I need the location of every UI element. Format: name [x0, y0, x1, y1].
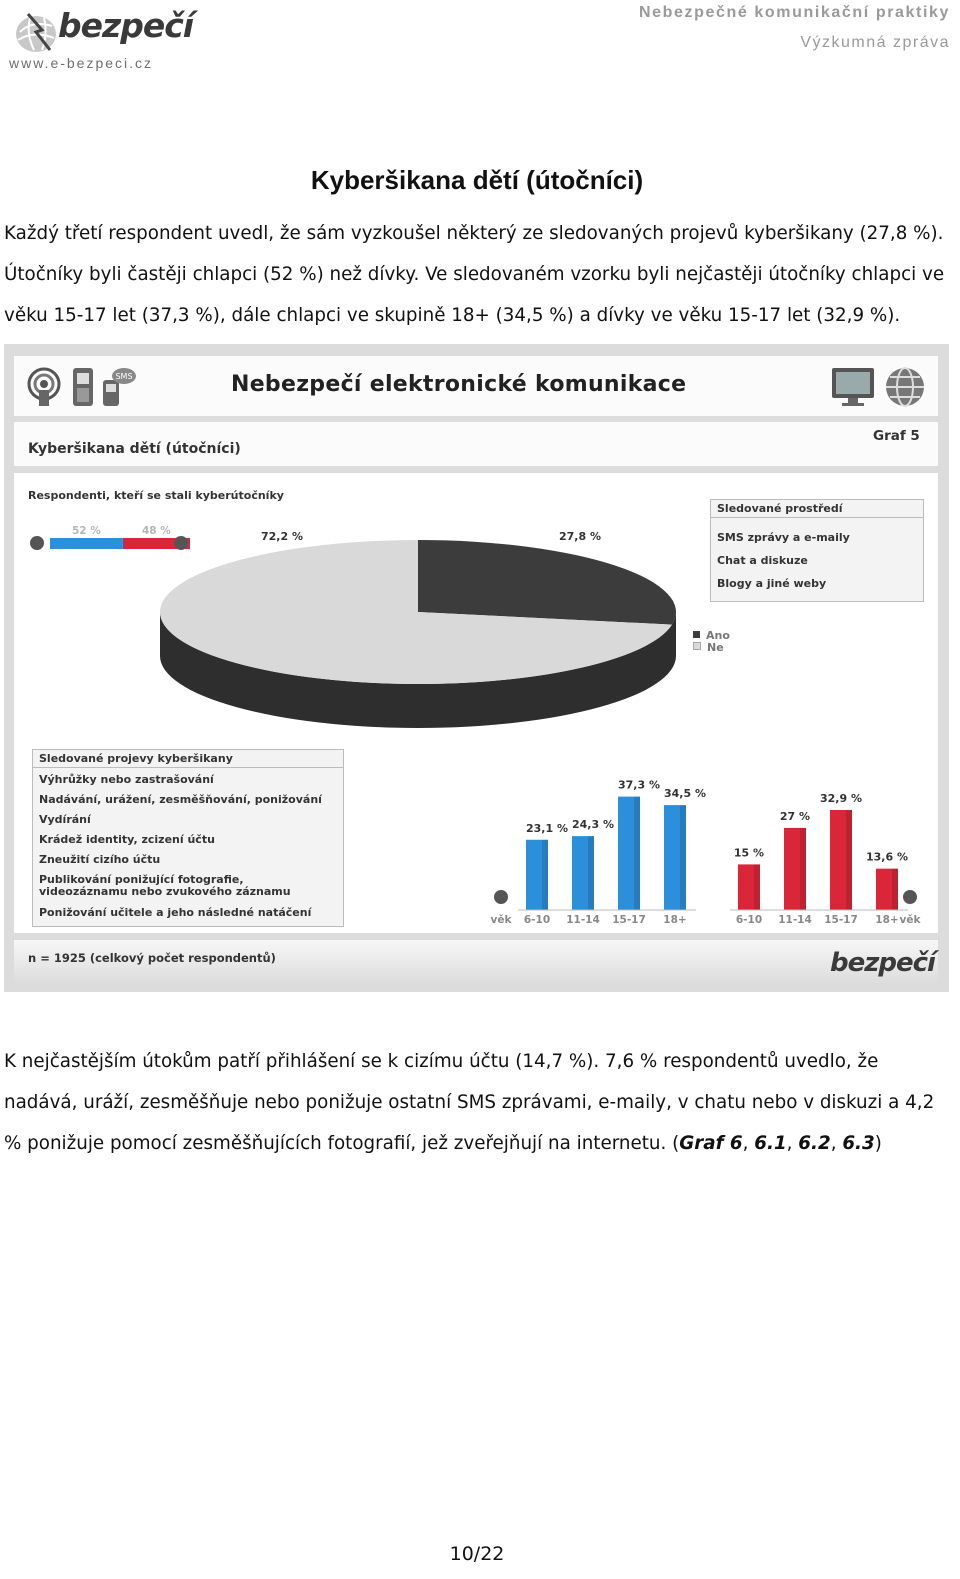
environments-legend — [710, 499, 924, 602]
pie-legend-item-ne — [693, 642, 730, 654]
age-tick-label: 11-14 — [778, 914, 812, 926]
reference-separator: , — [786, 1133, 799, 1154]
bar-label-boys-18+: 34,5 % — [664, 787, 706, 801]
age-tick-label: 15-17 — [612, 914, 646, 926]
environments-legend-title: Sledované prostředí — [711, 500, 923, 518]
reference-separator: , — [742, 1133, 755, 1154]
behaviour-item: Ponižování učitele a jeho následné natáčení — [39, 906, 312, 919]
behaviour-item: Publikování ponižující fotografie, videozáznamu nebo zvukového záznamu — [39, 873, 291, 898]
age-axis-label-boys: věk — [490, 914, 512, 926]
section-heading: Kyberšikana dětí (útočníci) — [310, 165, 644, 195]
chart-subtitle: Kyberšikana dětí (útočníci) — [28, 441, 241, 457]
page-number: 10/22 — [449, 1543, 505, 1565]
legend-swatch — [693, 631, 700, 638]
bar-shade — [588, 836, 594, 910]
report-subtitle: Výzkumná zpráva — [800, 34, 950, 51]
behaviour-item: Výhrůžky nebo zastrašování — [39, 773, 214, 786]
age-tick-label: 6-10 — [735, 914, 763, 926]
age-axis-label-girls: věk — [899, 914, 921, 926]
figure-reference: 6.1 — [754, 1133, 787, 1154]
bar-label-girls-11-14: 27 % — [779, 809, 811, 823]
age-tick-label: 18+ — [875, 914, 899, 926]
footer-logo: bezpečí — [830, 948, 935, 978]
environment-item: SMS zprávy a e-maily — [717, 531, 850, 544]
gender-label-girls: 48 % — [142, 525, 171, 537]
paragraph-attacks — [4, 1041, 952, 1164]
bar-shade — [754, 864, 760, 910]
behaviour-item: Zneužití cizího účtu — [39, 853, 161, 866]
figure-reference: Graf 6 — [679, 1133, 743, 1154]
environment-item: Chat a diskuze — [717, 554, 808, 567]
behaviour-item: Vydírání — [39, 813, 91, 826]
bar-shade — [680, 805, 686, 910]
bar-label-girls-18+: 13,6 % — [866, 850, 908, 864]
bar-shade — [892, 869, 898, 910]
reference-separator: , — [830, 1133, 843, 1154]
behaviours-legend — [32, 749, 344, 927]
bar-shade — [846, 810, 852, 910]
graf-number: Graf 5 — [873, 428, 920, 444]
report-title: Nebezpečné komunikační praktiky — [638, 4, 950, 21]
bar-label-girls-6-10: 15 % — [733, 846, 765, 860]
behaviour-item: Krádež identity, zcizení účtu — [39, 833, 215, 846]
pie-label-ne: 72,2 % — [261, 530, 303, 543]
bar-shade — [542, 840, 548, 910]
site-url[interactable]: www.e-bezpeci.cz — [9, 55, 154, 71]
bar-shade — [634, 797, 640, 910]
bar-shade — [800, 828, 806, 910]
gender-label-boys: 52 % — [72, 525, 101, 537]
pie-label-ano: 27,8 % — [559, 530, 601, 543]
bar-label-boys-6-10: 23,1 % — [526, 821, 568, 835]
legend-label: Ano — [706, 629, 730, 642]
paragraph-text: Každý třetí respondent uvedl, že sám vyzkoušel některý ze sledovaných projevů kyberšikany (27,8 %). Útočníky byli častěji chlapci (52 %) než dívky. Ve sledovaném vzorku byli nejčastěji útočníky chlapci ve věku 15-17 let (37,3 %), dále chlapci ve skupině 18+ (34,5 %) a dívky ve věku 15-17 let (32,9 %). — [4, 223, 945, 326]
figure-reference: 6.3 — [842, 1133, 875, 1154]
logo-wordmark: bezpečí — [58, 6, 194, 45]
boy-icon — [494, 890, 508, 904]
svg-text:SMS: SMS — [115, 372, 133, 381]
girl-icon — [903, 890, 917, 904]
legend-label: Ne — [707, 641, 724, 654]
bar-label-boys-11-14: 24,3 % — [572, 818, 614, 832]
age-tick-label: 18+ — [663, 914, 687, 926]
age-tick-label: 11-14 — [566, 914, 600, 926]
bar-label-girls-15-17: 32,9 % — [820, 791, 862, 805]
gender-bar-boys — [50, 538, 123, 549]
chart-banner-title: Nebezpečí elektronické komunikace — [231, 372, 687, 397]
paragraph-close: ) — [874, 1133, 882, 1154]
paragraph-text: K nejčastějším útokům patří přihlášení se k cizímu účtu (14,7 %). 7,6 % respondentů uvedlo, že nadává, uráží, zesměšňuje nebo ponižuje ostatní SMS zprávami, e-maily, v chatu nebo v diskuzi a 4,2 % ponižuje pomocí zesměšňujících fotografií, jež zveřejňují na internetu. ( — [4, 1051, 935, 1154]
legend-swatch — [693, 642, 701, 650]
environment-item: Blogy a jiné weby — [717, 577, 827, 590]
age-tick-label: 6-10 — [523, 914, 551, 926]
pie-heading: Respondenti, kteří se stali kyberútočníky — [28, 489, 284, 502]
boy-icon — [30, 536, 44, 550]
pie-legend — [693, 630, 730, 654]
figure-reference: 6.2 — [798, 1133, 831, 1154]
age-tick-label: 15-17 — [824, 914, 858, 926]
behaviour-item: Nadávání, urážení, zesměšňování, ponižování — [39, 793, 322, 806]
behaviours-legend-title: Sledované projevy kyberšikany — [33, 750, 343, 768]
sample-size-note: n = 1925 (celkový počet respondentů) — [28, 951, 276, 965]
girl-icon — [174, 536, 188, 550]
bar-label-boys-15-17: 37,3 % — [618, 778, 660, 792]
pie-slice-ano — [418, 540, 676, 625]
